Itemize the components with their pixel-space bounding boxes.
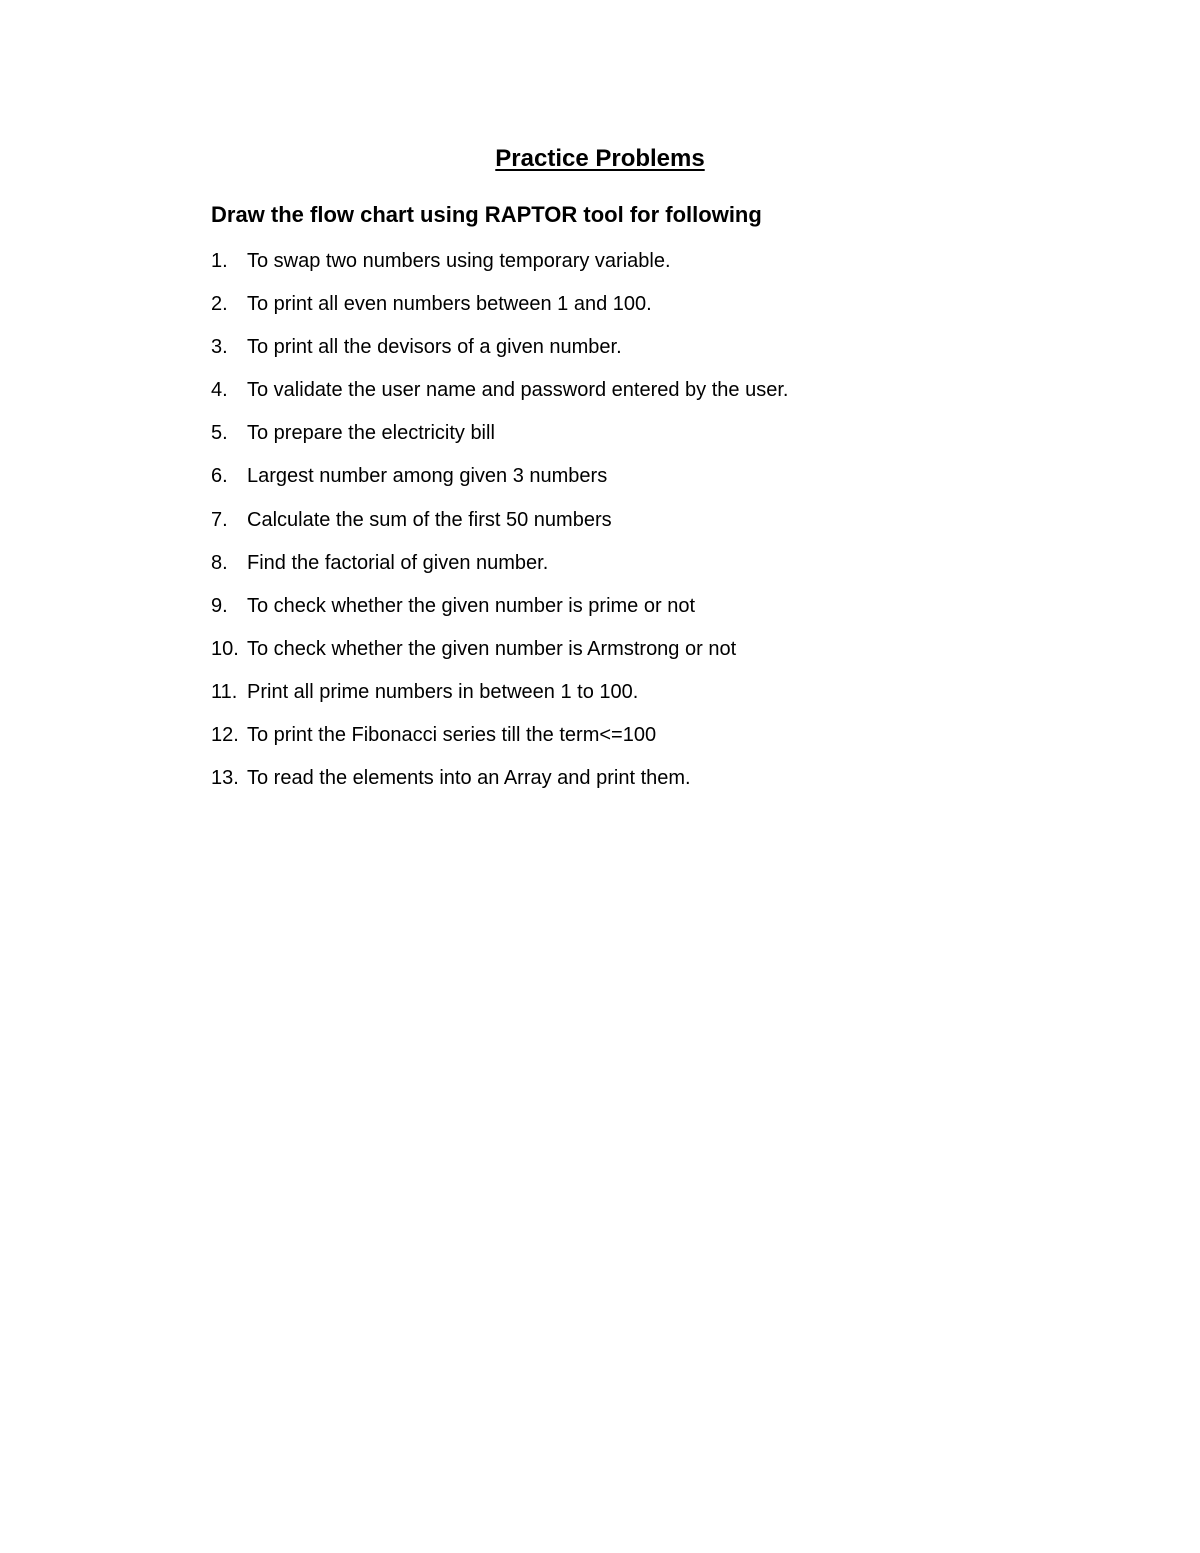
list-item-number: 6. [211,465,228,488]
list-item [211,505,788,548]
list-item-text: Find the factorial of given number. [247,551,549,574]
list-item-text: To read the elements into an Array and print them. [247,767,691,790]
list-item-number: 2. [211,293,228,316]
list-item [211,763,788,806]
list-item [211,418,788,461]
page-title: Practice Problems [495,145,705,172]
list-item-number: 4. [211,379,228,402]
list-item-text: To print the Fibonacci series till the term<=100 [247,724,657,747]
list-item-text: To validate the user name and password entered by the user. [247,379,789,402]
list-item [211,591,788,634]
list-item-number: 3. [211,336,228,359]
list-item-number: 10. [211,637,239,660]
list-item-text: To print all even numbers between 1 and 100. [247,293,652,316]
list-item-text: Largest number among given 3 numbers [247,465,608,488]
list-item-number: 5. [211,422,228,445]
list-item-text: To print all the devisors of a given number. [247,336,622,359]
list-item-number: 1. [211,250,228,272]
list-item [211,375,788,418]
list-item [211,720,788,763]
list-item-text: Print all prime numbers in between 1 to 100. [247,680,639,703]
list-item-number: 11. [211,680,238,703]
list-item-number: 9. [211,594,228,617]
list-item [211,332,788,375]
list-item [211,677,788,720]
list-item-text: To check whether the given number is Armstrong or not [247,637,737,660]
list-item-text: To prepare the electricity bill [247,422,495,445]
list-item [211,289,788,332]
list-item [211,461,788,504]
list-item-number: 12. [211,724,239,747]
list-item [211,548,788,591]
list-item-number: 7. [211,508,228,531]
list-item-text: To swap two numbers using temporary variable. [247,250,671,272]
list-item-text: To check whether the given number is prime or not [247,594,695,617]
list-item-number: 13. [211,767,239,790]
section-heading: Draw the flow chart using RAPTOR tool for following [211,202,762,227]
list-item-text: Calculate the sum of the first 50 numbers [247,508,612,531]
problem-list [211,246,788,806]
list-item [211,246,788,289]
list-item-number: 8. [211,551,228,574]
list-item [211,634,788,677]
